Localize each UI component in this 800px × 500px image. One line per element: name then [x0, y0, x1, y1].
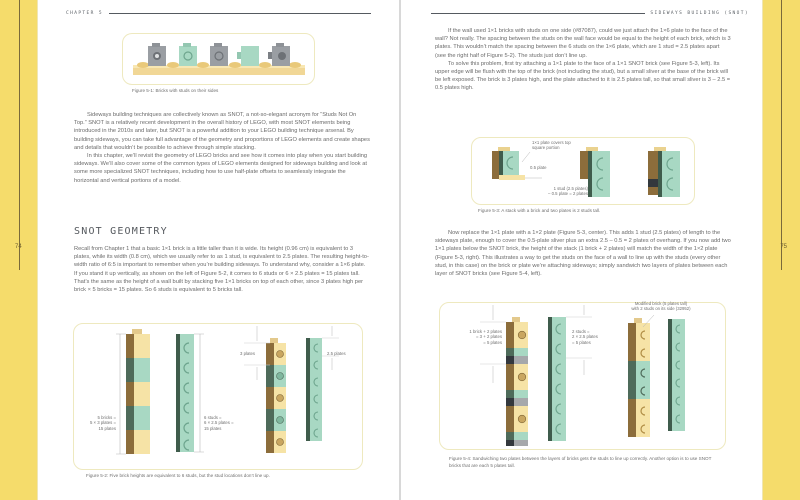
middle-text	[435, 229, 731, 278]
running-head-right	[431, 11, 749, 16]
intro-text	[74, 111, 370, 185]
section-heading-snot-geometry: SNOT GEOMETRY	[74, 226, 168, 237]
top-text	[435, 27, 731, 93]
chapter-label: CHAPTER 5	[66, 11, 103, 16]
page-number-right: 75	[780, 244, 787, 250]
label-brick-plus-plates: 1 brick + 2 plates = 3 + 2 plates = 5 plates	[469, 329, 502, 345]
label-5-bricks: 5 bricks = 5 × 3 plates = 15 plates	[89, 415, 116, 431]
intro-paragraph: Sideways building techniques are collectively known as SNOT, a not-so-elegant acronym for “Studs Not On Top.” SNOT is a relatively recent development in the overall history of LEGO, with most SNOT elements being introduced in the 2010s and later, but SNOT is a powerful addition to your LEGO building technique arsenal. By building sideways, you can take full advantage of the geometry and proportions of LEGO elements and create shapes and details that wouldn’t be possible to achieve through simple stacking.	[74, 112, 370, 151]
figure-5-1-caption: Figure 5-1: Bricks with studs on their sides	[132, 88, 219, 93]
geometry-paragraph: Recall from Chapter 1 that a basic 1×1 brick is a little taller than it is wide. Its height (0.96 cm) is equivalent to 3 plates, while its width (0.8 cm), which we usually refer to as 1 stud, is equivalent to 2.5 plates. The resulting height-to-width ratio of 6:5 is important to remember when you’re building sideways. To understand why, consider a 1×6 plate. If you stand it up vertically, as shown on the left of Figure 5-2, it comes to 6 studs or 6 × 2.5 plates = 15 plates tall. That’s the same as the height of a wall built by stacking five 1×1 bricks on top of each other, since 3 plates high per brick × 5 bricks = 15 plates. So 6 studs is equivalent to 5 bricks tall.	[74, 246, 369, 294]
label-3-plates: 3 plates	[240, 351, 256, 356]
header-rule	[109, 13, 371, 14]
label-plate-covers-top: 1×1 plate covers top square portion	[532, 140, 571, 151]
geometry-text	[74, 245, 370, 294]
body-paragraph: To solve this problem, first try attaching a 1×1 plate to the face of a 1×1 SNOT brick (see Figure 5-3, left). Its upper edge will be flush with the top of the brick (not including the stud), but a small sliver at the base of the brick will be left exposed. The brick is 3 plates high, and the plate attached to it is 2.5 plates tall, so that small sliver is 3 – 2.5 = 0.5 plates high.	[435, 60, 731, 92]
figure-5-2	[73, 323, 363, 470]
label-2-studs: 2 studs = 2 × 2.5 plates = 5 plates	[572, 329, 598, 345]
page-number-left: 74	[15, 244, 22, 250]
figure-5-3	[471, 137, 695, 205]
label-half-plate: 0.5 plate	[530, 165, 547, 170]
intro-paragraph: In this chapter, we’ll revisit the geometry of LEGO bricks and see how it comes into play when you start building sideways. We’ll also cover some of the common types of LEGO elements designed for sideways building and look at some more specialized SNOT techniques, including how to use half-plate offsets to seamlessly integrate the horizontal and vertical portions of a model.	[74, 153, 368, 184]
sandwiched-plates-illustration	[440, 303, 727, 451]
figure-5-1	[122, 33, 315, 85]
left-page-edge-tab	[0, 0, 38, 500]
figure-5-4-caption: Figure 5-4: Sandwiching two plates between the layers of bricks gets the studs to line up correctly. Another option is to use SNOT bricks that are each 5 plates tall.	[449, 456, 712, 468]
chapter-title-label: SIDEWAYS BUILDING (SNOT)	[650, 11, 749, 16]
header-rule	[431, 13, 645, 14]
label-6-studs: 6 studs = 6 × 2.5 plates = 15 plates	[204, 415, 234, 431]
right-page	[400, 0, 800, 500]
label-2-5-plates: 2.5 plates	[327, 351, 346, 356]
label-modified-brick: Modified brick (5 plates tall) with 2 studs on its side (32952)	[631, 301, 691, 312]
body-paragraph: If the wall used 1×1 bricks with studs on one side (#87087), could we just attach the 1×6 plate to the face of the wall? Not really. The spacing between the studs on the wall face would be equal to the height of each brick, which is 3 plates. This wouldn’t match the spacing between the 6 studs on the 1×6 plate, which are 1 stud = 2.5 plates apart (see the right half of Figure 5-2). The studs just don’t line up.	[435, 28, 731, 59]
body-paragraph: Now replace the 1×1 plate with a 1×2 plate (Figure 5-3, center). This adds 1 stud (2.5 plates) of length to the sideways plate, enough to cover the 0.5-plate sliver plus an extra 2.5 – 0.5 = 2 plates of overhang. If you now add two 1×1 plates below the SNOT brick, the height of the stack (1 brick + 2 plates) will match the width of the 1×2 plate (Figure 5-3, right). This illustrates a way to get the studs on the face of a wall to line up with the studs (every other stud, in this case) on the brick or plate we’re attaching sideways; simply sandwich two layers of plates between each layer of SNOT bricks (see Figure 5-4, left).	[435, 230, 731, 278]
figure-5-2-caption: Figure 5-2: Five brick heights are equivalent to 6 studs, but the stud locations don’t line up.	[86, 473, 270, 478]
running-head-left	[66, 11, 371, 16]
right-page-edge-tab	[762, 0, 800, 500]
bricks-with-side-studs-illustration	[123, 34, 316, 86]
label-stud-minus-half: 1 stud (2.5 plates) – 0.5 plate = 2 plates	[547, 186, 588, 197]
figure-5-3-caption: Figure 5-3: A stack with a brick and two plates is 2 studs tall.	[478, 208, 601, 213]
figure-5-4	[439, 302, 726, 450]
brick-vs-plate-height-illustration	[74, 324, 364, 471]
